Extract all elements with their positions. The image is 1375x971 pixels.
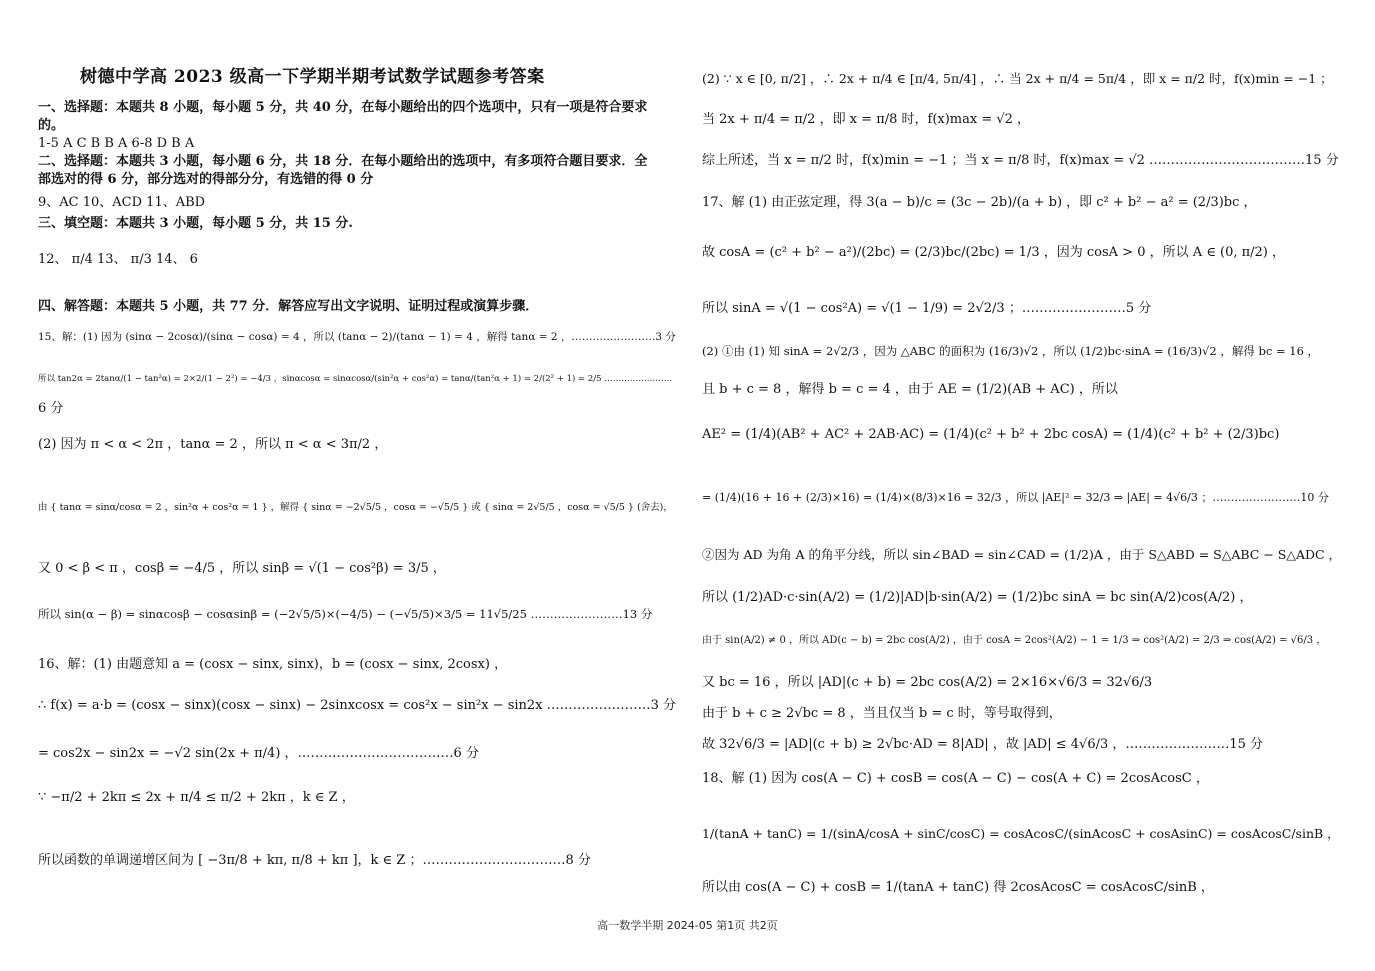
left-text-line: 16、解：(1) 由题意知 a = (cosx − sinx, sinx)，b = (cosx − sinx, 2cosx) ，: [38, 657, 508, 672]
right-text-line: (2) ①由 (1) 知 sinA = 2√2/3 ，因为 △ABC 的面积为 (16/3)√2 ，所以 (1/2)bc·sinA = (16/3)√2 ，解得 bc = 16 ，: [702, 344, 1320, 358]
left-text-line: ∵ −π/2 + 2kπ ≤ 2x + π/4 ≤ π/2 + 2kπ ，k ∈ Z ，: [38, 790, 355, 805]
page-title: 树德中学高 2023 级高一下学期半期考试数学试题参考答案: [80, 67, 545, 87]
right-text-line: 1/(tanA + tanC) = 1/(sinA/cosA + sinC/cosC) = cosAcosC/(sinAcosC + cosAsinC) = cosAcosC/sinB ，: [702, 826, 1340, 841]
right-text-line: 所以 sinA = √(1 − cos²A) = √(1 − 1/9) = 2√2/3 ；……………………5 分: [702, 301, 1152, 316]
right-text-line: 18、解 (1) 因为 cos(A − C) + cosB = cos(A − C) − cos(A + C) = 2cosAcosC ，: [702, 771, 1209, 786]
left-text-line: ∴ f(x) = a·b = (cosx − sinx)(cosx − sinx) − 2sinxcosx = cos²x − sin²x − sin2x ……………………3 分: [38, 698, 677, 713]
right-text-line: AE² = (1/4)(AB² + AC² + 2AB·AC) = (1/4)(c² + b² + 2bc cosA) = (1/4)(c² + b² + (2/3)bc): [702, 427, 1280, 442]
right-text-line: 所以 (1/2)AD·c·sin(A/2) = (1/2)|AD|b·sin(A/2) = (1/2)bc sinA = bc sin(A/2)cos(A/2) ，: [702, 590, 1253, 605]
right-text-line: = (1/4)(16 + 16 + (2/3)×16) = (1/4)×(8/3)×16 = 32/3 ，所以 |AE|² = 32/3 ⇒ |AE| = 4√6/3 ；……………………10 分: [702, 491, 1329, 504]
left-text-line: 6 分: [38, 401, 64, 416]
right-text-line: 当 2x + π/4 = π/2 ，即 x = π/8 时，f(x)max = √2 ，: [702, 112, 1031, 127]
left-text-line: 一、选择题：本题共 8 小题，每小题 5 分，共 40 分，在每小题给出的四个选项中，只有一项是符合要求: [38, 100, 648, 115]
left-text-line: 1-5 A C B B A 6-8 D B A: [38, 136, 195, 151]
left-text-line: 15、解：(1) 因为 (sinα − 2cosα)/(sinα − cosα) = 4 ，所以 (tanα − 2)/(tanα − 1) = 4 ，解得 tanα = 2 ，……………………3 分: [38, 331, 676, 343]
left-text-line: 部选对的得 6 分，部分选对的得部分分，有选错的得 0 分: [38, 172, 374, 187]
right-text-line: 所以由 cos(A − C) + cosB = 1/(tanA + tanC) 得 2cosAcosC = cosAcosC/sinB ，: [702, 880, 1214, 895]
left-text-line: 所以函数的单调递增区间为 [ −3π/8 + kπ, π/8 + kπ ]，k ∈ Z ；……………………………8 分: [38, 853, 591, 868]
left-text-line: 又 0 < β < π ，cosβ = −4/5 ，所以 sinβ = √(1 − cos²β) = 3/5 ，: [38, 561, 446, 576]
left-text-line: = cos2x − sin2x = −√2 sin(2x + π/4) ，………………………………6 分: [38, 746, 479, 761]
right-text-line: 17、解 (1) 由正弦定理，得 3(a − b)/c = (3c − 2b)/(a + b) ，即 c² + b² − a² = (2/3)bc ，: [702, 195, 1257, 210]
right-text-line: (2) ∵ x ∈ [0, π/2] ，∴ 2x + π/4 ∈ [π/4, 5π/4] ，∴ 当 2x + π/4 = 5π/4 ，即 x = π/2 时，f(x)min = −1 ；: [702, 71, 1333, 86]
right-text-line: 故 32√6/3 = |AD|(c + b) ≥ 2√bc·AD = 8|AD| ，故 |AD| ≤ 4√6/3 ，……………………15 分: [702, 737, 1264, 752]
left-text-line: 三、填空题：本题共 3 小题，每小题 5 分，共 15 分.: [38, 216, 353, 231]
right-text-line: 又 bc = 16 ，所以 |AD|(c + b) = 2bc cos(A/2) = 2×16×√6/3 = 32√6/3: [702, 675, 1153, 690]
left-text-line: 9、AC 10、ACD 11、ABD: [38, 195, 206, 210]
right-text-line: ②因为 AD 为角 A 的角平分线，所以 sin∠BAD = sin∠CAD = (1/2)A ，由于 S△ABD = S△ABC − S△ADC ，: [702, 547, 1342, 562]
left-text-line: 的。: [38, 118, 65, 133]
right-text-line: 综上所述，当 x = π/2 时，f(x)min = −1 ；当 x = π/8 时，f(x)max = √2 ………………………………15 分: [702, 153, 1339, 168]
left-text-line: (2) 因为 π < α < 2π ，tanα = 2 ，所以 π < α < 3π/2 ，: [38, 437, 388, 452]
left-text-line: 由 { tanα = sinα/cosα = 2 ，sin²α + cos²α = 1 } ，解得 { sinα = −2√5/5 ，cosα = −√5/5 } 或 { sinα = 2√5/5 ，cosα = √5/5 } (舍去)，: [38, 502, 673, 513]
left-text-line: 所以 sin(α − β) = sinαcosβ − cosαsinβ = (−2√5/5)×(−4/5) − (−√5/5)×3/5 = 11√5/25 ……………………13 分: [38, 607, 653, 621]
right-text-line: 由于 sin(A/2) ≠ 0 ，所以 AD(c − b) = 2bc cos(A/2) ，由于 cosA = 2cos²(A/2) − 1 = 1/3 ⇒ cos²(A/2) = 2/3 ⇒ cos(A/2) = √6/3 ，: [702, 635, 1327, 646]
left-text-line: 12、 π/4 13、 π/3 14、 6: [38, 252, 198, 267]
left-text-line: 四、解答题：本题共 5 小题，共 77 分．解答应写出文字说明、证明过程或演算步骤．: [38, 299, 539, 314]
right-text-line: 故 cosA = (c² + b² − a²)/(2bc) = (2/3)bc/(2bc) = 1/3 ，因为 cosA > 0 ，所以 A ∈ (0, π/2) ，: [702, 245, 1286, 260]
right-text-line: 由于 b + c ≥ 2√bc = 8 ，当且仅当 b = c 时，等号取得到，: [702, 706, 1062, 721]
right-text-line: 且 b + c = 8 ，解得 b = c = 4 ，由于 AE = (1/2)(AB + AC) ，所以: [702, 382, 1118, 397]
left-text-line: 二、选择题：本题共 3 小题，每小题 6 分，共 18 分．在每小题给出的选项中，有多项符合题目要求．全: [38, 154, 648, 169]
left-text-line: 所以 tan2α = 2tanα/(1 − tan²α) = 2×2/(1 − 2²) = −4/3 ，sinαcosα = sinαcosα/(sin²α + cos²α) = tanα/(tan²α + 1) = 2/(2² + 1) = 2/5 ……………………: [38, 374, 673, 384]
page-footer: 高一数学半期 2024-05 第1页 共2页: [597, 919, 778, 932]
